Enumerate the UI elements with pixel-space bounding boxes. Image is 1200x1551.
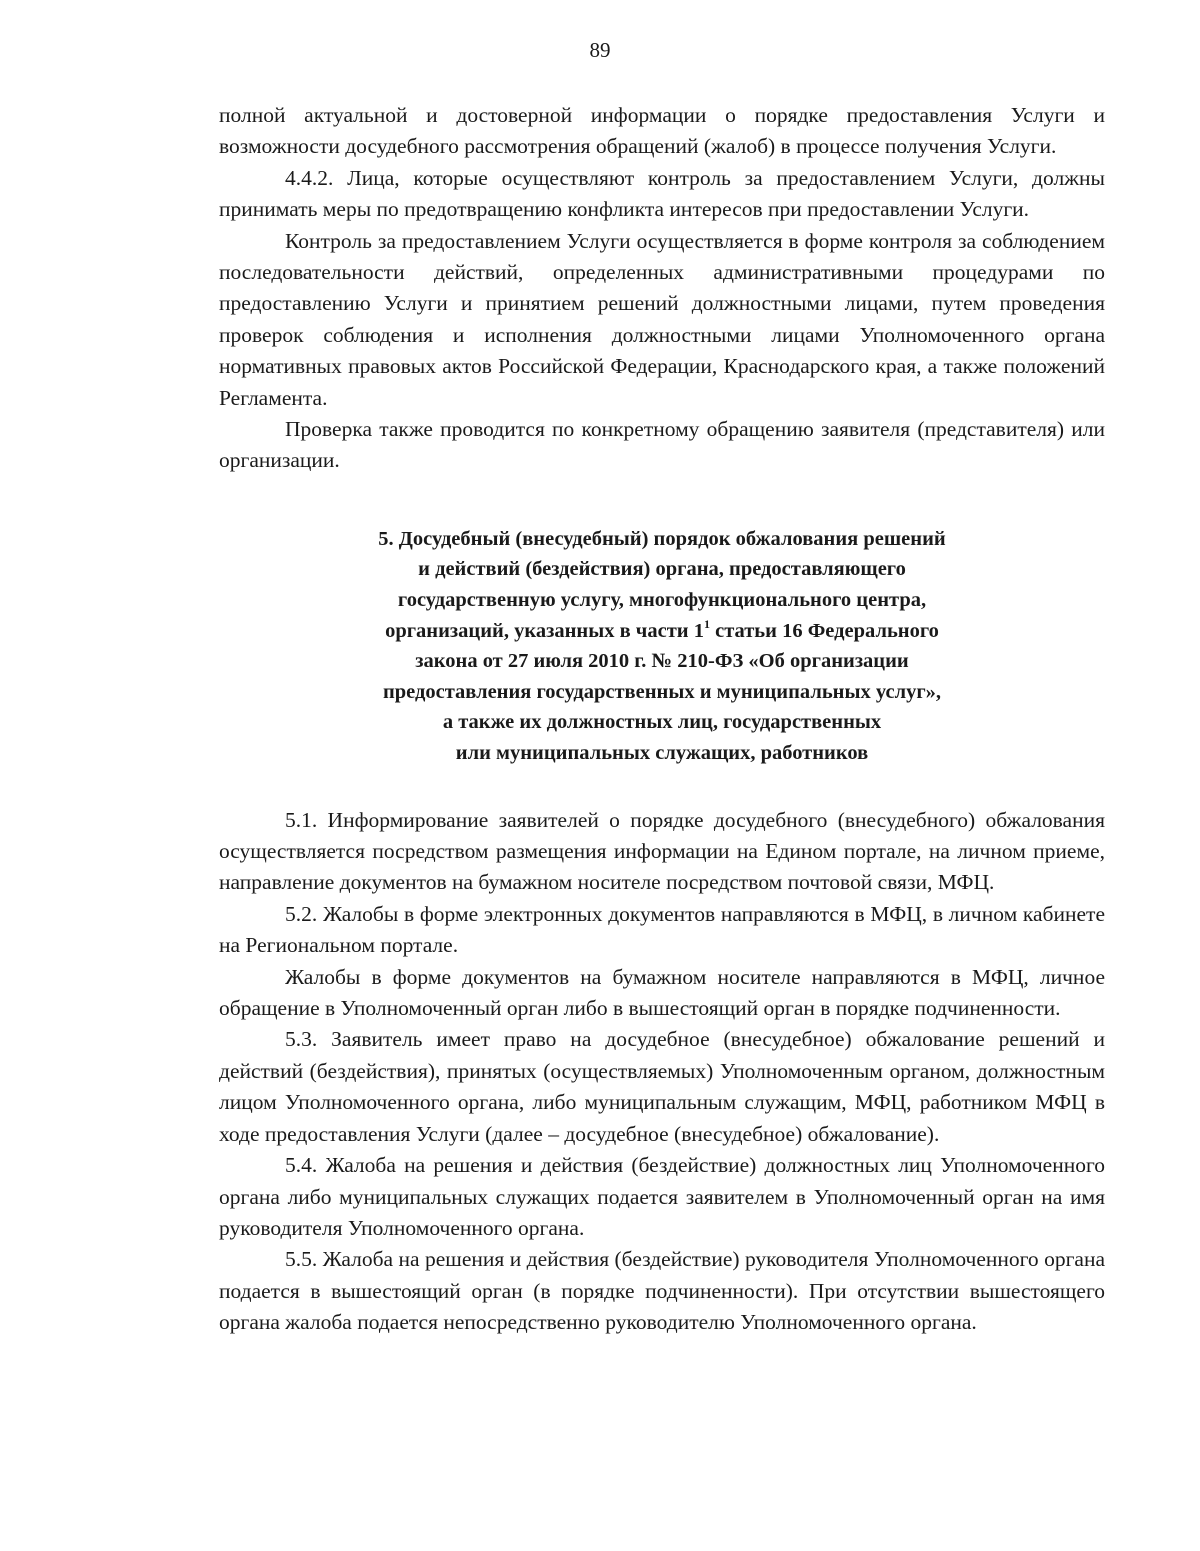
paragraph: 5.2. Жалобы в форме электронных документов направляются в МФЦ, в личном кабинете на Региональном портале.: [219, 901, 1105, 958]
superscript: 1: [703, 616, 710, 631]
paragraph: 5.5. Жалоба на решения и действия (бездействие) руководителя Уполномоченного органа подается в вышестоящий орган (в порядке подчиненности). При отсутствии вышестоящего органа жалоба подается непосредственно руководителю Уполномоченного органа.: [219, 1247, 1105, 1335]
heading-line: или муниципальных служащих, работников: [455, 742, 869, 765]
heading-line: закона от 27 июля 2010 г. № 210-ФЗ «Об организации: [415, 650, 909, 673]
heading-line: а также их должностных лиц, государственных: [442, 711, 882, 734]
heading-line: предоставления государственных и муниципальных услуг»,: [382, 680, 942, 703]
section-heading: [219, 524, 1105, 769]
paragraph: 5.4. Жалоба на решения и действия (бездействие) должностных лиц Уполномоченного органа либо муниципальных служащих подается заявителем в Уполномоченный орган на имя руководителя Уполномоченного органа.: [219, 1153, 1105, 1240]
heading-line: [219, 616, 1105, 647]
paragraph: полной актуальной и достоверной информации о порядке предоставления Услуги и возможности досудебного рассмотрения обращений (жалоб) в процессе получения Услуги.: [219, 103, 1105, 159]
paragraph: 5.3. Заявитель имеет право на досудебное (внесудебное) обжалование решений и действий (бездействия), принятых (осуществляемых) Уполномоченным органом, должностным лицом Уполномоченного органа, либо муниципальным служащим, МФЦ, работником МФЦ в ходе предоставления Услуги (далее – досудебное (внесудебное) обжалование).: [219, 1027, 1105, 1146]
document-body: [219, 100, 1105, 1339]
heading-line-part: статьи 16 Федерального: [709, 619, 939, 642]
paragraph: 4.4.2. Лица, которые осуществляют контроль за предоставлением Услуги, должны принимать меры по предотвращению конфликта интересов при предоставлении Услуги.: [219, 165, 1105, 222]
heading-line: 5. Досудебный (внесудебный) порядок обжалования решений: [378, 527, 946, 550]
page-number: 89: [589, 38, 611, 62]
heading-line: и действий (бездействия) органа, предоставляющего: [418, 558, 906, 581]
heading-line-part: организаций, указанных в части 1: [385, 619, 704, 642]
heading-line: государственную услугу, многофункционального центра,: [397, 589, 927, 612]
paragraph: Контроль за предоставлением Услуги осуществляется в форме контроля за соблюдением последовательности действий, определенных административными процедурами по предоставлению Услуги и принятием решений должностными лицами, путем проведения проверок соблюдения и исполнения должностными лицами Уполномоченного органа нормативных правовых актов Российской Федерации, Краснодарского края, а также положений Регламента.: [219, 228, 1105, 410]
paragraph: 5.1. Информирование заявителей о порядке досудебного (внесудебного) обжалования осуществляется посредством размещения информации на Едином портале, на личном приеме, направление документов на бумажном носителе посредством почтовой связи, МФЦ.: [219, 807, 1105, 895]
paragraph: Жалобы в форме документов на бумажном носителе направляются в МФЦ, личное обращение в Уполномоченный орган либо в вышестоящий орган в порядке подчиненности.: [219, 964, 1105, 1021]
paragraph: Проверка также проводится по конкретному обращению заявителя (представителя) или организации.: [219, 417, 1105, 473]
